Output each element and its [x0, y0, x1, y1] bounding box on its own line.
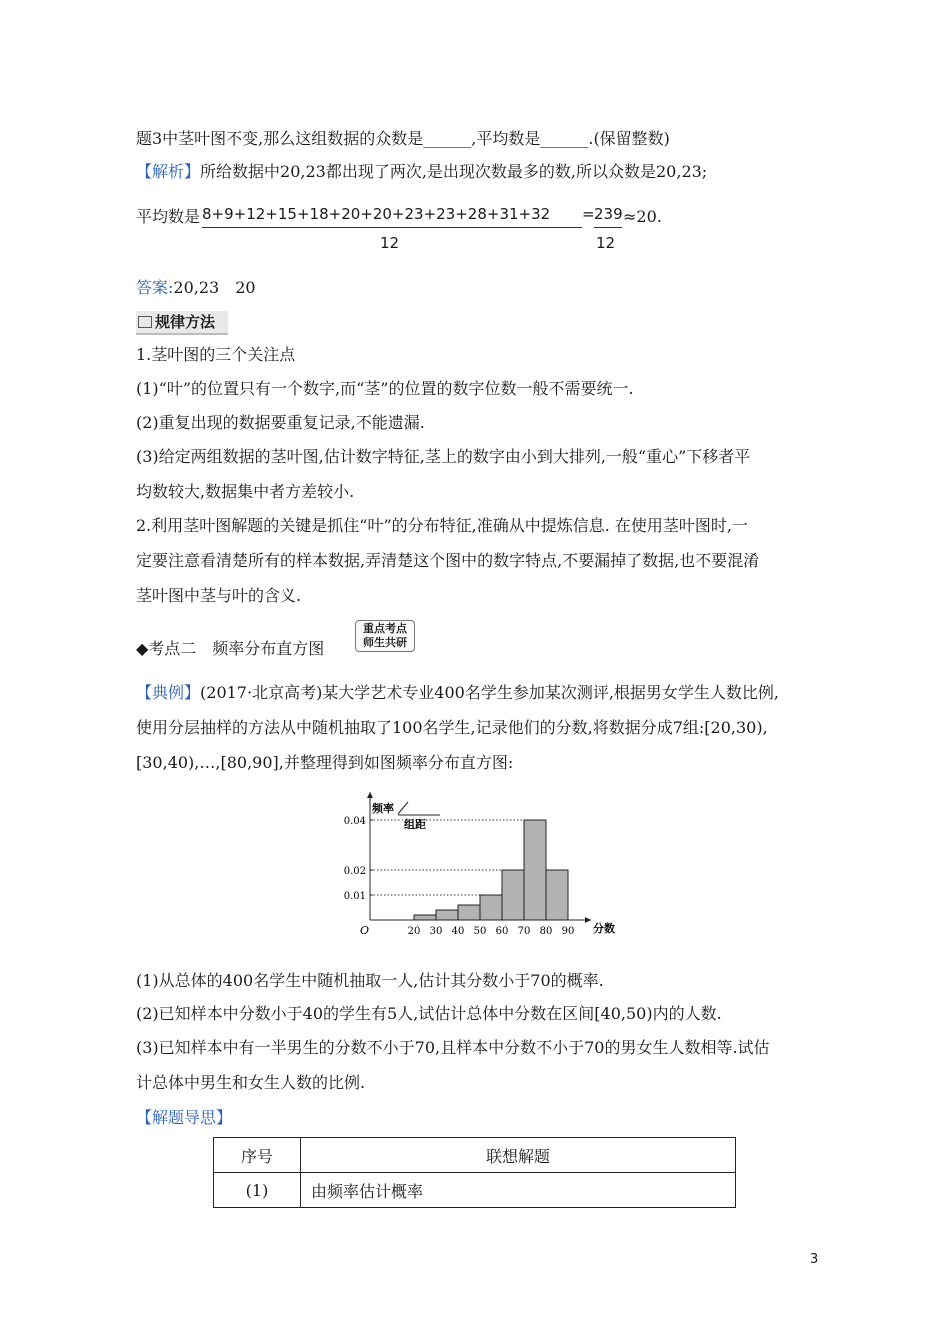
problem-statement: 题3中茎叶图不变,那么这组数据的众数是______,平均数是______.(保留整数)	[136, 129, 670, 148]
table-cell: (1)	[214, 1173, 301, 1208]
method-line: (2)重复出现的数据要重复记录,不能遗漏.	[136, 413, 425, 432]
x-tick-label: 50	[473, 926, 487, 937]
method-line: 均数较大,数据集中者方差较小.	[136, 482, 355, 501]
answer-line	[136, 277, 256, 299]
example-tag: 【典例】	[136, 683, 201, 702]
frequency-histogram	[330, 784, 630, 944]
y-tick-label: 0.02	[343, 866, 366, 877]
histogram-bar	[546, 870, 568, 920]
question-line: (3)已知样本中有一半男生的分数不小于70,且样本中分数不小于70的男女生人数相等.试估	[136, 1038, 770, 1057]
y-axis-label-bottom: 组距	[404, 818, 426, 831]
table-header-cell: 联想解题	[301, 1138, 736, 1173]
fraction-bar-2	[594, 227, 622, 228]
key-point-stamp	[355, 620, 415, 652]
method-badge-label: 规律方法	[155, 313, 216, 331]
analysis-tag: 【解析】	[136, 162, 201, 181]
method-line: 茎叶图中茎与叶的含义.	[136, 586, 302, 605]
table-row	[214, 1173, 736, 1208]
example-line	[136, 682, 779, 704]
question-line: (2)已知样本中分数小于40的学生有5人,试估计总体中分数在区间[40,50)内的人数.	[136, 1004, 722, 1023]
histogram-bar	[524, 820, 546, 920]
section-heading: ◆考点二 频率分布直方图	[136, 639, 325, 658]
mean-denominator: 12	[380, 234, 400, 252]
x-axis-label: 分数	[593, 922, 615, 935]
histogram-bar	[458, 905, 480, 920]
table-header-row	[214, 1138, 736, 1173]
table-header-cell: 序号	[214, 1138, 301, 1173]
method-line: (3)给定两组数据的茎叶图,估计数字特征,茎上的数字由小到大排列,一般“重心”下移者平	[136, 447, 751, 466]
mean-prefix: 平均数是	[136, 207, 201, 226]
guide-table	[213, 1137, 736, 1208]
mean-numerator-2: 239	[594, 205, 623, 223]
histogram-bar	[502, 870, 524, 920]
x-tick-label: 90	[561, 926, 575, 937]
answer-label: 答案:	[136, 278, 174, 297]
fraction-bar	[202, 227, 582, 228]
y-axis-label-slash	[398, 802, 408, 814]
method-line: 2.利用茎叶图解题的关键是抓住“叶”的分布特征,准确从中提炼信息. 在使用茎叶图时,一	[136, 516, 748, 535]
method-icon	[138, 316, 152, 328]
stamp-line1: 重点考点	[363, 622, 407, 635]
mean-denominator-2: 12	[596, 234, 616, 252]
x-tick-label: 40	[451, 926, 465, 937]
mean-equals: =	[582, 205, 595, 223]
y-axis-label-top: 频率	[372, 802, 394, 815]
histogram-bar	[480, 895, 502, 920]
table-cell: 由频率估计概率	[301, 1173, 736, 1208]
example-line: 使用分层抽样的方法从中随机抽取了100名学生,记录他们的分数,将数据分成7组:[20,30),	[136, 718, 768, 737]
example-line: [30,40),…,[80,90],并整理得到如图频率分布直方图:	[136, 753, 514, 772]
page-number: 3	[810, 1252, 819, 1267]
method-badge	[136, 311, 228, 335]
x-tick-label: 70	[517, 926, 531, 937]
stamp-line2: 师生共研	[363, 636, 407, 649]
x-axis-arrow	[585, 917, 591, 923]
y-axis-arrow	[367, 792, 373, 798]
analysis-text: 所给数据中20,23都出现了两次,是出现次数最多的数,所以众数是20,23;	[200, 162, 708, 181]
method-line: 1.茎叶图的三个关注点	[136, 345, 296, 364]
x-tick-label: 80	[539, 926, 553, 937]
mean-result: ≈20.	[623, 207, 662, 226]
answer-value: 20,23 20	[173, 278, 256, 297]
histogram-bar	[436, 910, 458, 920]
x-tick-label: 30	[429, 926, 443, 937]
question-line: (1)从总体的400名学生中随机抽取一人,估计其分数小于70的概率.	[136, 971, 604, 990]
guide-tag: 【解题导思】	[136, 1108, 233, 1127]
example-text-0: (2017·北京高考)某大学艺术专业400名学生参加某次测评,根据男女学生人数比例,	[200, 683, 780, 702]
question-line: 计总体中男生和女生人数的比例.	[136, 1073, 366, 1092]
histogram-bar	[414, 915, 436, 920]
mean-numerator: 8+9+12+15+18+20+20+23+23+28+31+32	[202, 205, 551, 223]
origin-label: O	[360, 924, 370, 937]
y-tick-label: 0.04	[343, 816, 366, 827]
method-line: 定要注意看清楚所有的样本数据,弄清楚这个图中的数字特点,不要漏掉了数据,也不要混淆	[136, 551, 760, 570]
x-tick-label: 20	[407, 926, 421, 937]
method-line: (1)“叶”的位置只有一个数字,而“茎”的位置的数字位数一般不需要统一.	[136, 379, 634, 398]
analysis-line	[136, 161, 707, 183]
y-tick-label: 0.01	[343, 891, 366, 902]
x-tick-label: 60	[495, 926, 509, 937]
